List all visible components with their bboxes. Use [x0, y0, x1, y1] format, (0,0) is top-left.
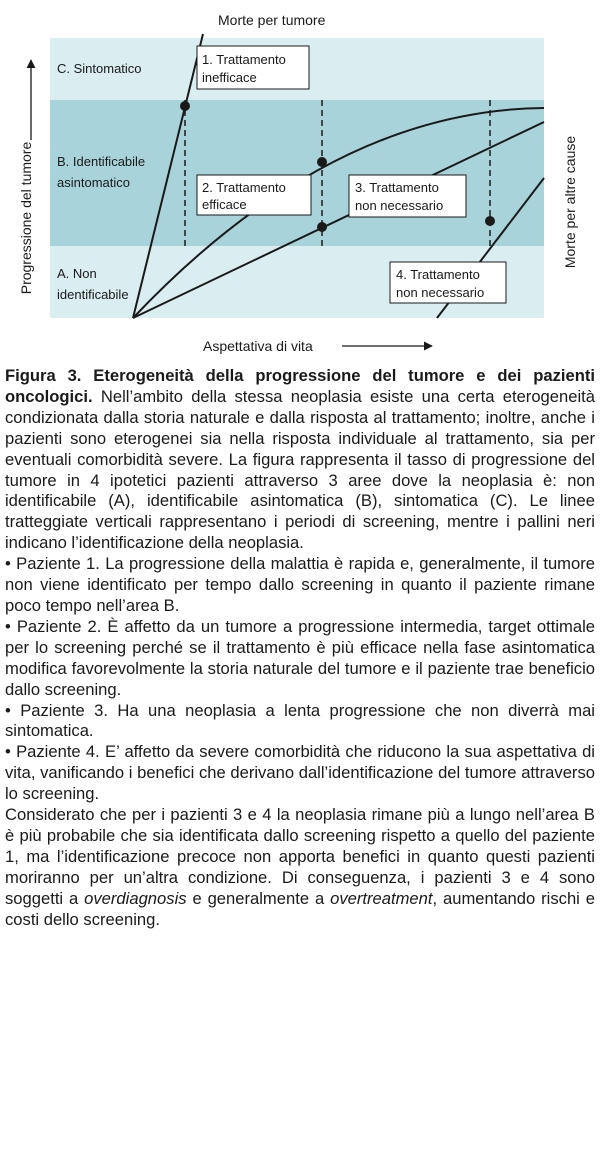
zone-a-label-line2: identificabile [57, 287, 129, 302]
caption-patient-1: • Paziente 1. La progressione della malattia è rapida e, generalmente, il tumore non viene identificato per tempo dallo screening in quanto il paziente rimane poco tempo nell’area B. [5, 554, 595, 615]
caption-patient-3: • Paziente 3. Ha una neoplasia a lenta progressione che non diverrà mai sintomatica. [5, 700, 595, 741]
caption-patient-4: • Paziente 4. E’ affetto da severe comorbidità che riducono la sua aspettativa di vita, vanificando i benefici che derivano dall’identificazione del tumore attraverso lo screening. [5, 742, 595, 804]
caption-patient-2: • Paziente 2. È affetto da un tumore a progressione intermedia, target ottimale per lo screening perché se il trattamento è più efficace nella fase asintomatica modifica favorevolmente la storia naturale del tumore e il paziente trae beneficio dallo screening. [5, 616, 595, 699]
identification-dot-patient-2 [317, 157, 327, 167]
zone-a-label-line1: A. Non [57, 266, 97, 281]
patient-3-box-line1: 3. Trattamento [355, 180, 439, 195]
patient-2-box-line1: 2. Trattamento [202, 180, 286, 195]
patient-4-box-line2: non necessario [396, 285, 485, 300]
caption-intro-paragraph [5, 366, 595, 554]
patient-3-box [349, 175, 466, 217]
zone-b-band [50, 100, 544, 246]
caption-overtreatment: overtreatment [330, 888, 433, 908]
figure-caption [5, 366, 595, 930]
patient-4-box-line1: 4. Trattamento [396, 267, 480, 282]
patient-2-box [197, 175, 311, 215]
caption-overdiagnosis: overdiagnosis [84, 888, 187, 908]
caption-conclusion [5, 805, 595, 930]
caption-intro: Nell’ambito della stessa neoplasia esiste una certa eterogeneità condizionata dalla storia naturale e dalla risposta al trattamento; inoltre, anche i pazienti sono eterogenei sia nella risposta individuale al trattamento, sia per eventuali comorbidità severe. La figura rappresenta il tasso di progressione del tumore in 4 ipotetici pazienti attraverso 3 aree dove la neoplasia è: non identificabile (A), identificabile asintomatica (B), sintomatica (C). Le linee tratteggiate verticali rappresentano i periodi di screening, mentre i pallini neri indicano l’identificazione della neoplasia. [5, 386, 595, 553]
zone-b-label-line1: B. Identificabile [57, 154, 146, 169]
patient-1-box-line2: inefficace [202, 70, 257, 85]
identification-dot-patient-3 [317, 222, 327, 232]
top-label: Morte per tumore [218, 12, 326, 28]
patient-4-box [390, 262, 506, 303]
identification-dot-patient-4 [485, 216, 495, 226]
zone-c-label: C. Sintomatico [57, 61, 142, 76]
caption-conclusion-a: Considerato che per i pazienti 3 e 4 la neoplasia rimane più a lungo nell’area B è più probabile che sia identificata dallo screening rispetto a quello del paziente 1, ma l’identificazione precoce non apporta benefici in quanto questi pazienti moriranno per un’altra condizione. Di conseguenza, i pazienti 3 e 4 sono soggetti a [5, 805, 595, 908]
tumor-progression-diagram [0, 0, 600, 362]
zone-b-label-line2: asintomatico [57, 175, 130, 190]
x-axis-label: Aspettativa di vita [203, 338, 313, 354]
right-label: Morte per altre cause [562, 135, 578, 269]
y-axis-label: Progressione del tumore [18, 141, 34, 295]
caption-title: Figura 3. Eterogeneità della progressione del tumore e dei pazienti oncologici. [5, 366, 595, 406]
patient-3-box-line2: non necessario [355, 198, 444, 213]
patient-1-box-line1: 1. Trattamento [202, 52, 286, 67]
caption-conclusion-c: , aumentando rischi e costi dello screening. [5, 888, 595, 929]
patient-1-box [197, 46, 309, 89]
caption-conclusion-b: e generalmente a [186, 888, 331, 908]
patient-2-box-line2: efficace [202, 197, 247, 212]
identification-dot-patient-1 [180, 101, 190, 111]
